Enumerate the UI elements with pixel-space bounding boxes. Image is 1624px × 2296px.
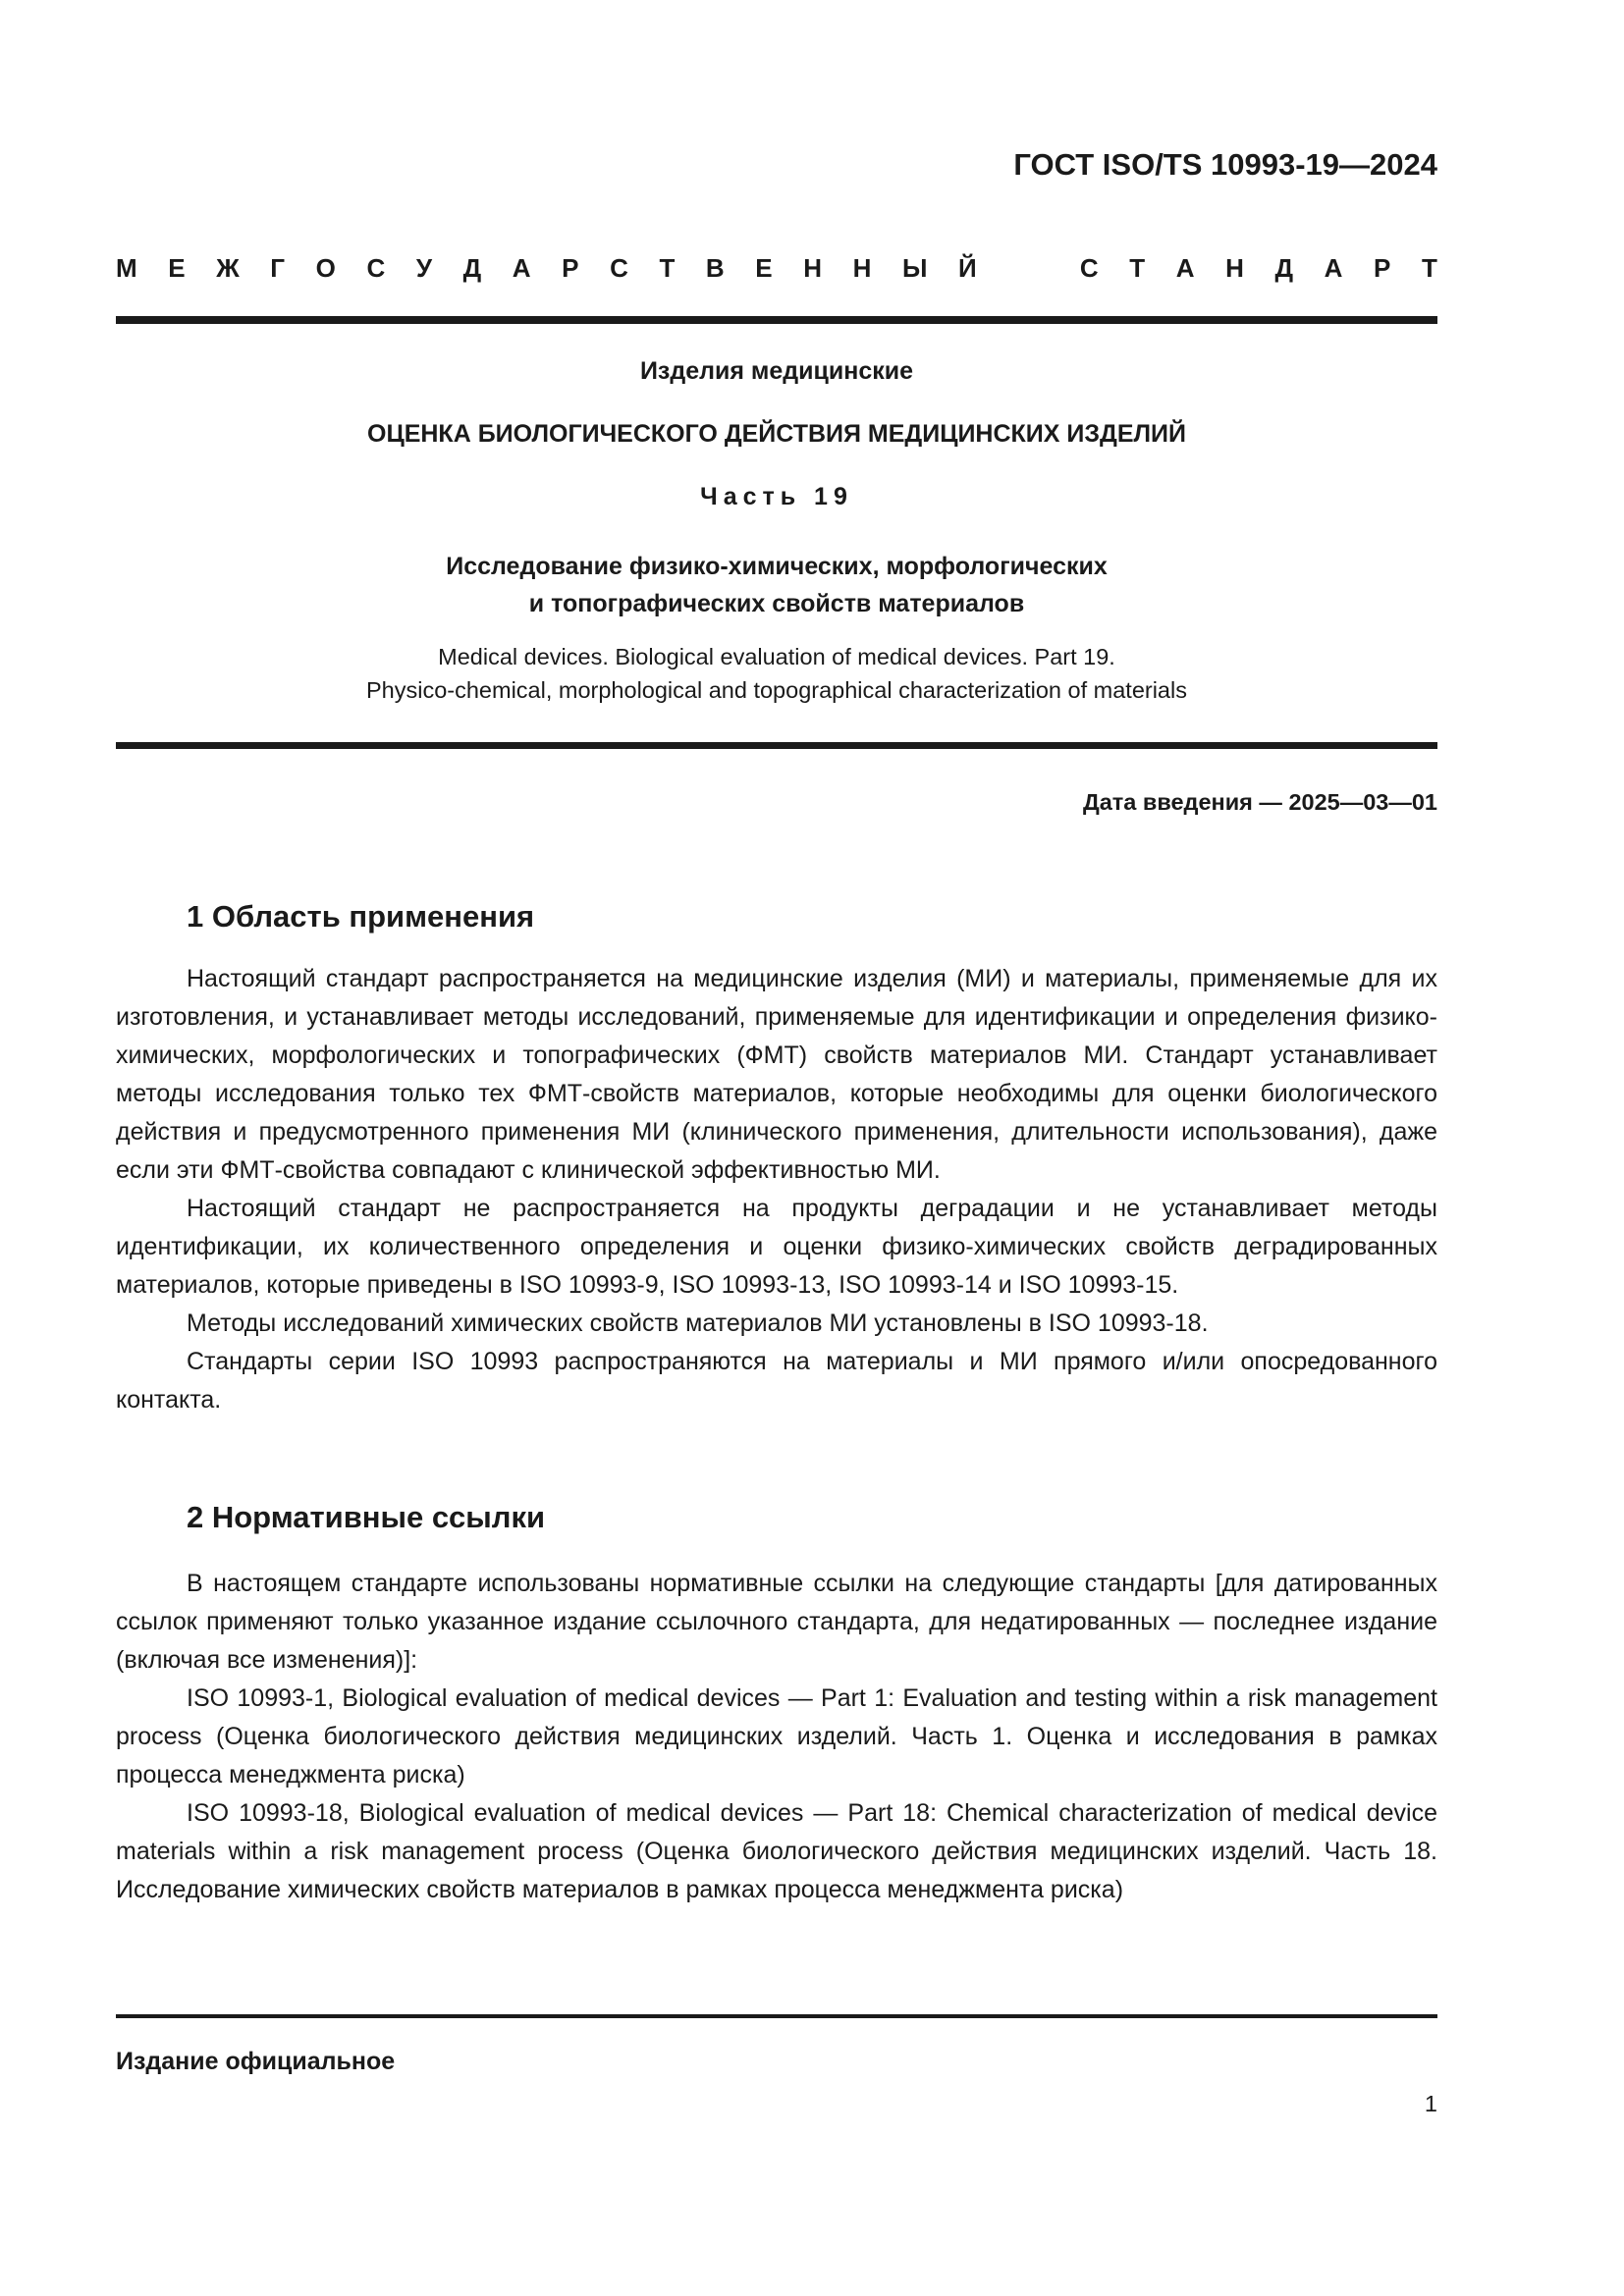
title-line-2: ОЦЕНКА БИОЛОГИЧЕСКОГО ДЕЙСТВИЯ МЕДИЦИНСКИХ ИЗДЕЛИЙ [367,420,1186,448]
paragraph: В настоящем стандарте использованы нормативные ссылки на следующие стандарты [для датированных ссылок применяют только указанное издание ссылочного стандарта, для недатированных — последнее издание (включая все изменения)]: [116,1570,1437,1674]
caption-letter: Т [1129,253,1146,283]
paragraph: Методы исследований химических свойств материалов МИ установлены в ISO 10993-18. [187,1309,1209,1337]
english-title-line-1: Medical devices. Biological evaluation of medical devices. Part 19. [438,644,1115,669]
english-title [116,640,1437,707]
caption-letter: Р [562,253,579,283]
title-bottom-rule [116,742,1437,749]
caption-letter: А [1175,253,1195,283]
section-1-body [116,960,1437,1419]
caption-letter: Р [1374,253,1391,283]
caption-letter: Е [755,253,773,283]
footer-rule [116,2014,1437,2018]
caption-letter: Т [1421,253,1437,283]
caption-letter: С [610,253,628,283]
caption-letter: Д [1274,253,1294,283]
caption-letter: Н [803,253,823,283]
subtitle-line-1: Исследование физико-химических, морфологических [446,553,1108,580]
caption-letter: Ж [216,253,240,283]
caption-letter: С [1079,253,1099,283]
caption-letter: Н [1225,253,1244,283]
caption-letter: С [366,253,386,283]
top-thick-rule [116,316,1437,324]
section-1-heading: 1 Область применения [187,899,535,934]
caption-letter: А [512,253,531,283]
caption-letter: Д [462,253,482,283]
interstate-standard-caption [116,253,1437,284]
reference-item: ISO 10993-1, Biological evaluation of medical devices — Part 1: Evaluation and testing within a risk management process (Оценка биологического действия медицинских изделий. Часть 1. Оценка и исследования в рамках процесса менеджмента риска) [116,1684,1437,1789]
title-line-1: Изделия медицинские [639,357,914,385]
english-title-line-2: Physico-chemical, morphological and topographical characterization of materials [366,677,1187,703]
paragraph: Стандарты серии ISO 10993 распространяются на материалы и МИ прямого и/или опосредованного контакта. [116,1348,1437,1414]
reference-item: ISO 10993-18, Biological evaluation of medical devices — Part 18: Chemical characterization of medical device materials within a risk management process (Оценка биологического действия медицинских изделий. Часть 18. Исследование химических свойств материалов в рамках процесса менеджмента риска) [116,1799,1437,1903]
caption-letter: М [116,253,137,283]
part-number: Часть 19 [700,483,853,510]
page-number: 1 [1424,2091,1437,2116]
introduction-date: Дата введения — 2025—03—01 [1082,789,1437,815]
subtitle-line-2: и топографических свойств материалов [528,590,1025,617]
caption-letter: Г [270,253,286,283]
paragraph: Настоящий стандарт не распространяется на продукты деградации и не устанавливает методы идентификации, их количественного определения и оценки физико-химических свойств деградированных материалов, которые приведены в ISO 10993-9, ISO 10993-13, ISO 10993-14 и ISO 10993-15. [116,1195,1437,1299]
official-edition-label: Издание официальное [116,2048,396,2075]
caption-letter: У [415,253,433,283]
caption-word-gap [1007,253,1049,284]
caption-letter: О [315,253,336,283]
caption-letter: Е [168,253,186,283]
caption-letter: Т [659,253,676,283]
caption-letter: Н [852,253,872,283]
caption-letter: Й [958,253,977,283]
paragraph: Настоящий стандарт распространяется на медицинские изделия (МИ) и материалы, применяемые для их изготовления, и устанавливает методы исследований, применяемые для идентификации и определения физико-химических, морфологических и топографических (ФМТ) свойств материалов МИ. Стандарт устанавливает методы исследования только тех ФМТ-свойств материалов, которые необходимы для оценки биологического действия и предусмотренного применения МИ (клинического применения, длительности использования), даже если эти ФМТ-свойства совпадают с клинической эффективностью МИ. [116,965,1437,1184]
section-2-heading: 2 Нормативные ссылки [187,1500,546,1534]
caption-letter: Ы [901,253,928,283]
caption-letter: В [705,253,725,283]
caption-letter: А [1324,253,1343,283]
section-2-body [116,1565,1437,1909]
document-number: ГОСТ ISO/TS 10993-19—2024 [1013,147,1437,182]
subtitle [116,548,1437,622]
